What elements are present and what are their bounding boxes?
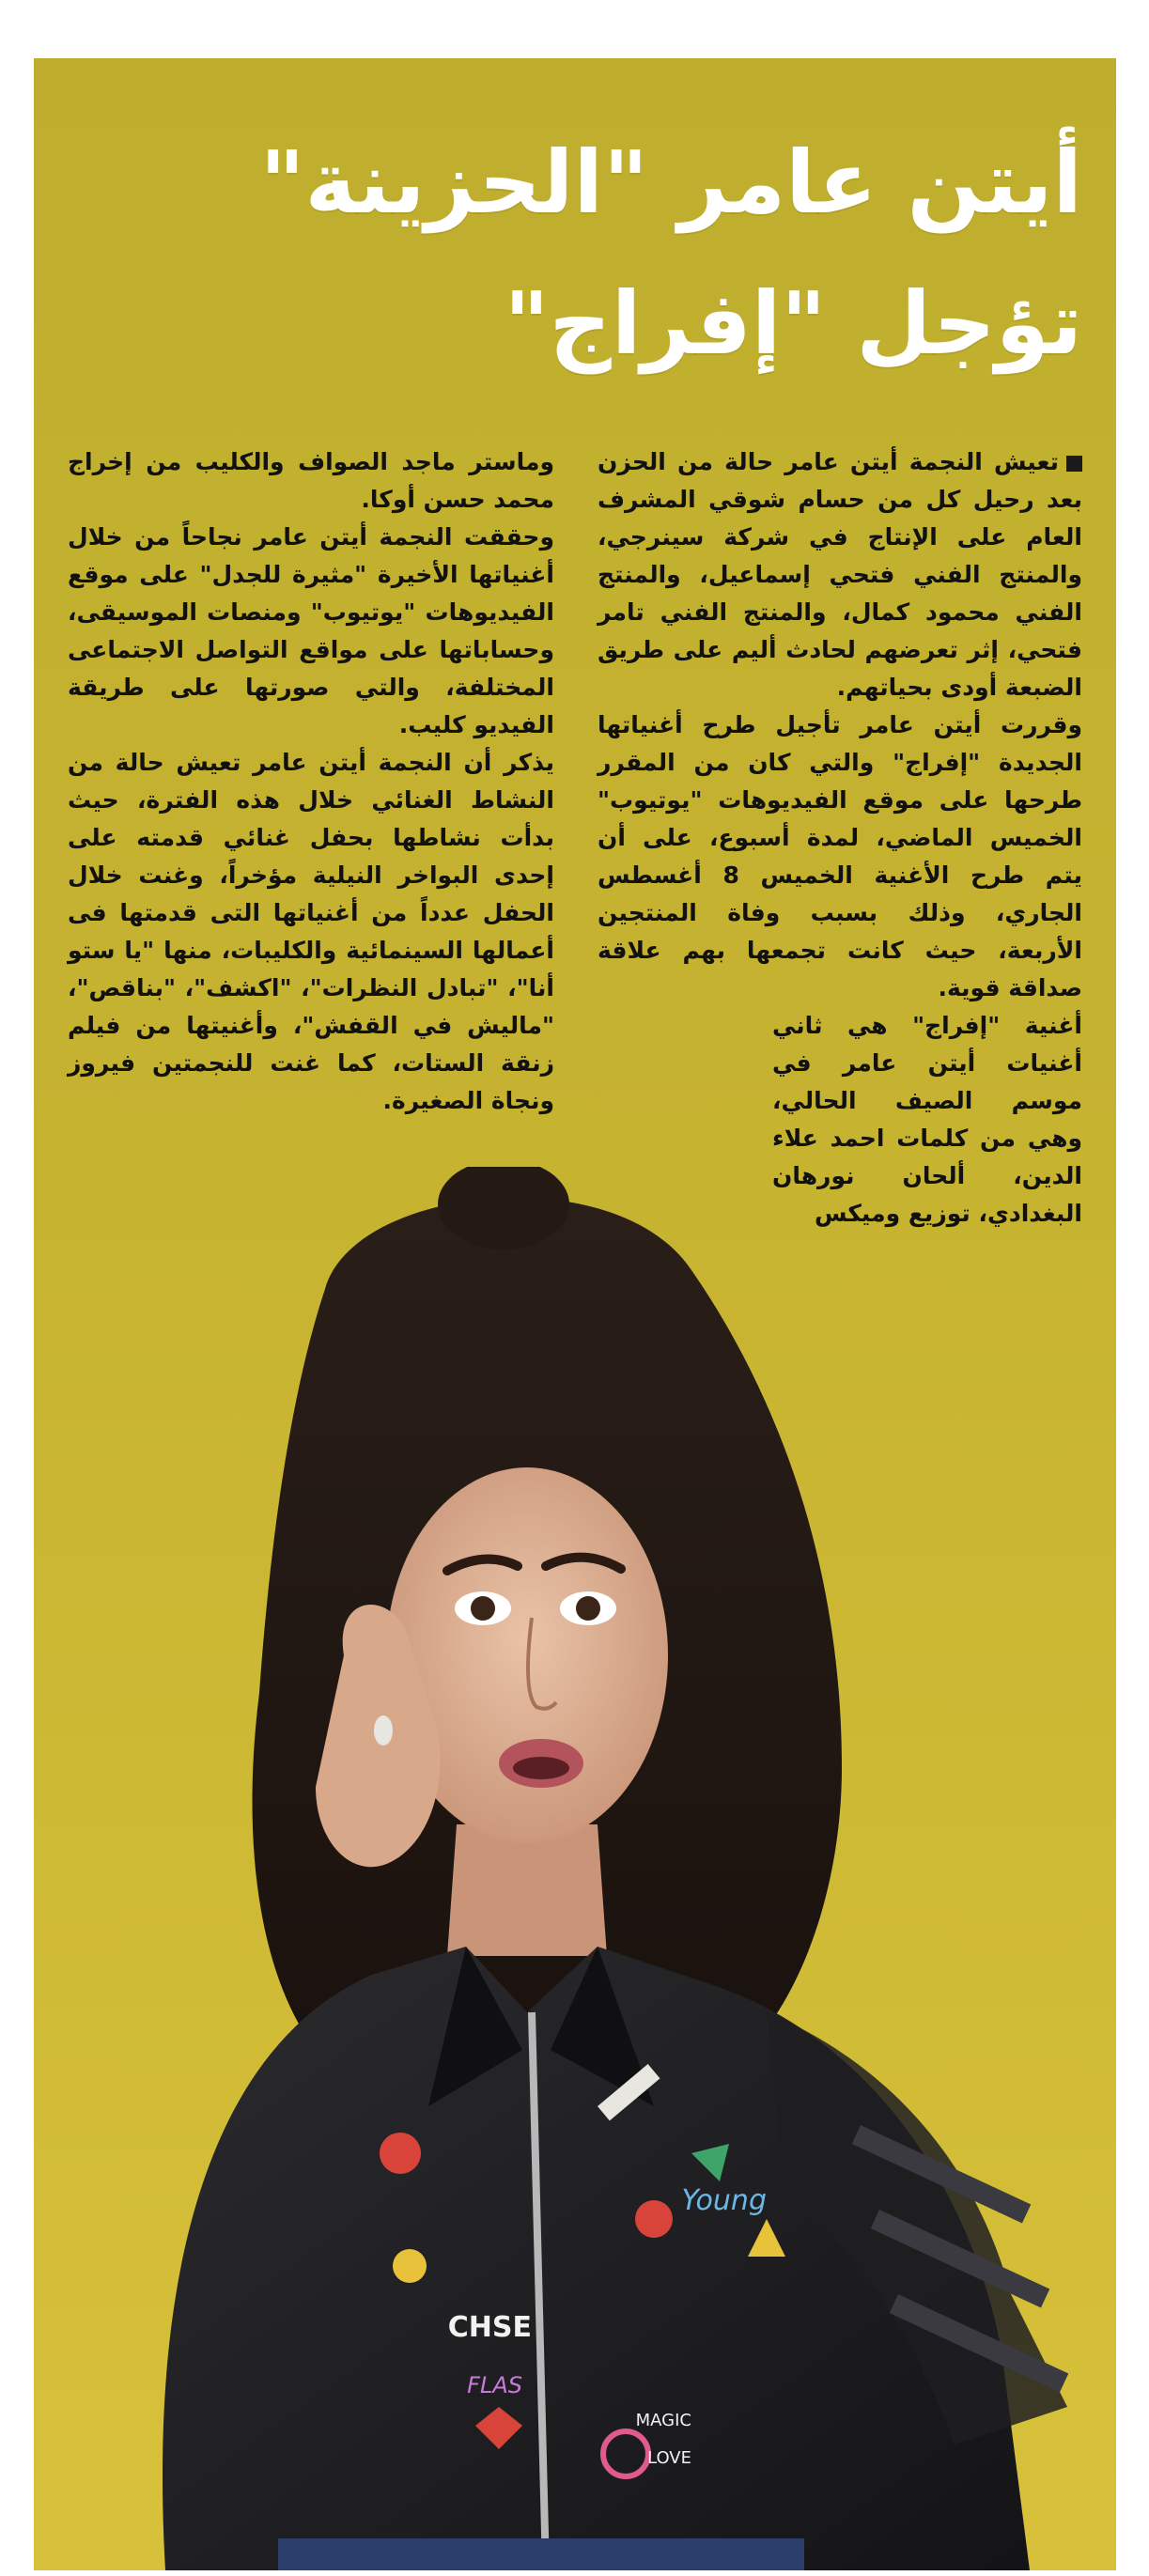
article-column-left: [68, 443, 554, 1120]
headline-line-1: أيتن عامر "الحزينة": [259, 132, 1082, 233]
bullet-square-icon: [1066, 456, 1082, 472]
jacket-label-young: Young: [681, 2184, 767, 2217]
paragraph: يذكر أن النجمة أيتن عامر تعيش حالة من النشاط الغنائي خلال هذه الفترة، حيث بدأت نشاطها بحفل غنائي قدمته على إحدى البواخر النيلية مؤخراً، وغنت خلال الحفل عدداً من أغنياتها التى قدمتها فى أعمالها السينمائية والكليبات، منها "يا ستو أنا"، "تبادل النظرات"، "اكشف"، "بناقص"، "ماليش في القفش"، وأغنيتها من فيلم زنقة الستات، كما غنت للنجمتين فيروز ونجاة الصغيرة.: [68, 749, 554, 1114]
jacket-label-chse: CHSE: [447, 2311, 532, 2344]
jacket-label-magic: MAGIC: [635, 2411, 691, 2430]
paragraph: أغنية "إفراج" هي ثاني أغنيات أيتن عامر في موسم الصيف الحالي، وهي من كلمات احمد علاء الدين، ألحان نورهان البغدادي، توزيع وميكس: [772, 1012, 1082, 1227]
paragraph: وحققت النجمة أيتن عامر نجاحاً من خلال أغنياتها الأخيرة "مثيرة للجدل" على موقع الفيديوهات "يوتيوب" ومنصات الموسيقى، وحساباتها على مواقع التواصل الاجتماعى المختلفة، والتي صورتها على طريقة الفيديو كليب.: [68, 523, 554, 738]
paragraph: وماستر ماجد الصواف والكليب من إخراج محمد حسن أوكا.: [68, 448, 554, 513]
jacket-label-love: LOVE: [647, 2448, 691, 2468]
article-headline: [68, 113, 1082, 395]
article-column-right: [598, 443, 1082, 1233]
article-panel: [34, 58, 1116, 2570]
jacket-label-flas: FLAS: [467, 2372, 522, 2398]
paragraph: تعيش النجمة أيتن عامر حالة من الحزن بعد رحيل كل من حسام شوقي المشرف العام على الإنتاج في شركة سينرجي، والمنتج الفني فتحي إسماعيل، والمنتج الفني محمود كمال، والمنتج الفني تامر فتحي، إثر تعرضهم لحادث أليم على طريق الضبعة أودى بحياتهم.: [598, 448, 1082, 701]
article-photo: [34, 1167, 1116, 2570]
headline-line-2: تؤجل "إفراج": [504, 273, 1082, 374]
paragraph: وقررت أيتن عامر تأجيل طرح أغنياتها الجديدة "إفراج" والتي كان من المقرر طرحها على موقع الفيديوهات "يوتيوب" الخميس الماضي، لمدة أسبوع، على أن يتم طرح الأغنية الخميس 8 أغسطس الجاري، وذلك بسبب وفاة المنتجين الأربعة، حيث كانت تجمعها بهم علاقة صداقة قوية.: [598, 711, 1083, 1001]
